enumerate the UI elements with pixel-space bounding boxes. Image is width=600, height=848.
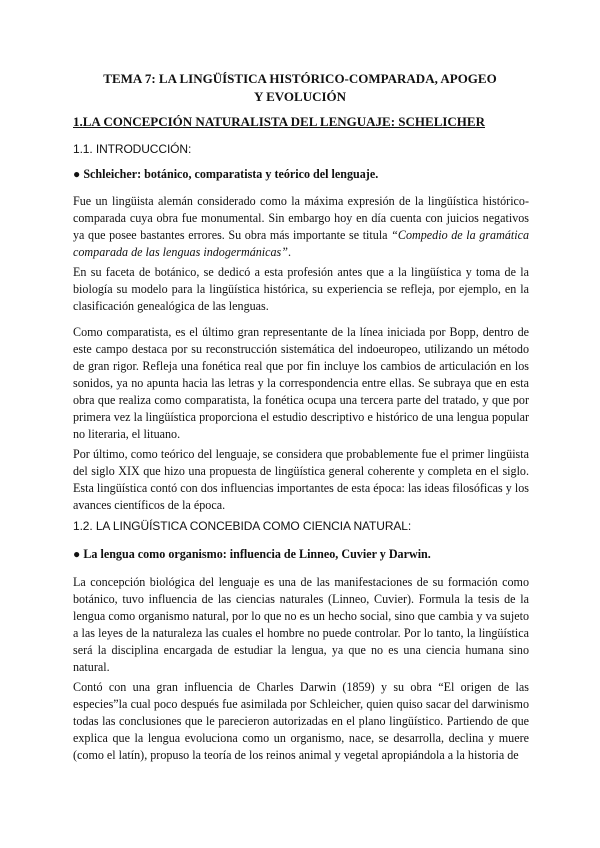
section-heading: 1.LA CONCEPCIÓN NATURALISTA DEL LENGUAJE: SCHELICHER xyxy=(73,114,485,129)
paragraph-comparatist: Como comparatista, es el último gran representante de la línea iniciada por Bopp, dentro de este campo destaca por su reconstrucción sistemática del indoeuropeo, utilizando un método de gran rigor. Refleja una fonética real que por fin incluye los cambios de articulación en los sonidos, ya no apunta hacia las letras y la correspondencia entre ellas. Se subraya que en esta obra que realiza como comparatista, la fonética ocupa una tercera parte del tratado, y que por primera vez la lingüística proporciona el estudio descriptivo e histórico de una lengua popular no literaria, el lituano. xyxy=(73,325,529,441)
subsection-heading-natural-science: 1.2. LA LINGÜÍSTICA CONCEBIDA COMO CIENCIA NATURAL: xyxy=(73,519,412,533)
paragraph-botanist: En su faceta de botánico, se dedicó a esta profesión antes que a la lingüística y toma de la biología su modelo para la lingüística histórica, su experiencia se refleja, por ejemplo, en la clasificación genealógica de las lenguas. xyxy=(73,265,529,313)
bullet-heading-organism: ● La lengua como organismo: influencia de Linneo, Cuvier y Darwin. xyxy=(73,547,431,561)
paragraph-intro xyxy=(73,193,529,261)
paragraph-darwin: Contó con una gran influencia de Charles Darwin (1859) y su obra “El origen de las especies”la cual poco después fue asimilada por Schleicher, quien quiso sacar del darwinismo todas las conclusiones que le parecieron autorizadas en el plano lingüístico. Partiendo de que explica que la lengua evoluciona como un organismo, nace, se desarrolla, declina y muere (como el latín), propuso la teoría de los reinos animal y vegetal apropiándola a la historia de xyxy=(73,680,529,762)
document-title: TEMA 7: LA LINGÜÍSTICA HISTÓRICO-COMPARADA, APOGEO Y EVOLUCIÓN xyxy=(103,71,497,104)
paragraph-intro-text: Fue un lingüista alemán considerado como la máxima expresión de la lingüística histórico-comparada cuya obra fue monumental. Sin embargo hoy en día cuenta con juicios negativos ya que posee bastantes errores. Su obra más importante se titula xyxy=(73,194,529,242)
paragraph-intro-end: . xyxy=(288,245,292,259)
paragraph-theorist: Por último, como teórico del lenguaje, se considera que probablemente fue el primer lingüista del siglo XIX que hizo una propuesta de lingüística general coherente y completa en el siglo. Esta lingüística contó con dos influencias importantes de esta época: las ideas filosóficas y los avances científicos de la época. xyxy=(73,447,529,512)
subsection-heading-intro: 1.1. INTRODUCCIÓN: xyxy=(73,142,192,156)
book-title: “Compedio de la gramática comparada de las lenguas indogermánicas” xyxy=(73,228,529,259)
paragraph-biological-conception: La concepción biológica del lenguaje es una de las manifestaciones de su formación como botánico, tuvo influencia de las ciencias naturales (Linneo, Cuvier). Formula la tesis de la lengua como organismo natural, por lo que no es un hecho social, sino que cambia y va sujeto a las leyes de la naturaleza las cuales el hombre no puede controlar. Por lo tanto, la lingüística será la disciplina encargada de estudiar la lengua, ya que no es una ciencia humana sino natural. xyxy=(73,575,529,674)
bullet-heading-schleicher: ● Schleicher: botánico, comparatista y teórico del lenguaje. xyxy=(73,167,379,181)
